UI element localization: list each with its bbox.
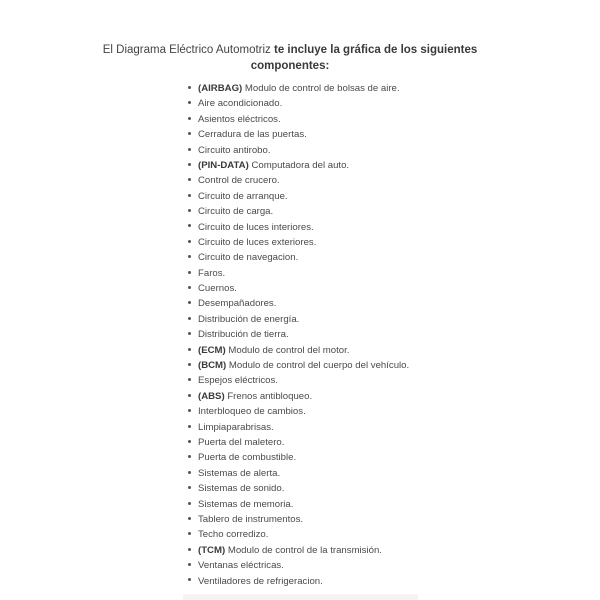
list-item (188, 266, 409, 281)
bullet-icon (188, 563, 191, 566)
list-item (188, 527, 409, 542)
intro-bold-text: te incluye la gráfica de los siguientes componentes: (250, 44, 478, 72)
bottom-divider (183, 594, 418, 600)
bullet-icon (188, 148, 191, 151)
component-label: Circuito de luces interiores. (198, 221, 314, 233)
component-label: Circuito de carga. (198, 206, 274, 218)
component-label: Circuito de luces exteriores. (198, 236, 317, 248)
component-label: Modulo de control del motor. (225, 344, 350, 356)
bullet-icon (188, 486, 191, 489)
component-label: Circuito antirobo. (198, 144, 271, 156)
component-label: Modulo de control del cuerpo del vehículo. (226, 360, 410, 372)
list-item (188, 373, 409, 388)
list-item (188, 543, 409, 558)
component-label: Ventiladores de refrigeracion. (198, 575, 323, 587)
list-item (188, 158, 409, 173)
component-label: Sistemas de alerta. (198, 467, 281, 479)
bullet-icon (188, 394, 191, 397)
bullet-icon (188, 425, 191, 428)
list-item (188, 204, 409, 219)
component-code: (ECM) (198, 344, 226, 356)
component-code: (PIN-DATA) (198, 159, 249, 171)
intro-plain-text: El Diagrama Eléctrico Automotriz (102, 44, 275, 56)
component-code: (BCM) (198, 360, 227, 372)
list-item (188, 481, 409, 496)
bullet-icon (188, 286, 191, 289)
component-label: Modulo de control de bolsas de aire. (242, 83, 400, 94)
bullet-icon (188, 194, 191, 197)
bullet-icon (188, 332, 191, 335)
bullet-icon (188, 578, 191, 581)
list-item (188, 343, 409, 358)
bullet-icon (188, 271, 191, 274)
bullet-icon (188, 378, 191, 381)
list-item (188, 296, 409, 311)
component-code: (TCM) (198, 544, 226, 556)
list-item (188, 143, 409, 158)
list-item (188, 574, 409, 589)
bullet-icon (188, 548, 191, 551)
component-label: Interbloqueo de cambios. (198, 406, 306, 418)
bullet-icon (188, 163, 191, 166)
intro-paragraph (100, 42, 480, 74)
bullet-icon (188, 240, 191, 243)
bullet-icon (188, 255, 191, 258)
component-code: (AIRBAG) (198, 83, 243, 94)
list-item (188, 81, 409, 96)
component-label: Sistemas de sonido. (198, 483, 285, 495)
list-item (188, 512, 409, 527)
list-item (188, 389, 409, 404)
list-item (188, 112, 409, 127)
list-item (188, 450, 409, 465)
bullet-icon (188, 301, 191, 304)
component-label: Espejos eléctricos. (198, 375, 278, 387)
component-label: Limpiaparabrisas. (198, 421, 274, 433)
list-item (188, 250, 409, 265)
list-item (188, 358, 409, 373)
list-item (188, 466, 409, 481)
list-item (188, 96, 409, 111)
bullet-icon (188, 117, 191, 120)
component-label: Faros. (198, 267, 226, 279)
component-label: Asientos eléctricos. (198, 113, 281, 125)
list-item (188, 497, 409, 512)
bullet-icon (188, 502, 191, 505)
bullet-icon (188, 440, 191, 443)
component-label: Ventanas eléctricas. (198, 560, 284, 572)
bullet-icon (188, 363, 191, 366)
component-label: Distribución de tierra. (198, 329, 289, 341)
list-item (188, 435, 409, 450)
bullet-icon (188, 132, 191, 135)
component-list (188, 81, 409, 589)
list-item (188, 558, 409, 573)
list-item (188, 235, 409, 250)
component-label: Computadora del auto. (248, 159, 350, 171)
bullet-icon (188, 455, 191, 458)
bullet-icon (188, 101, 191, 104)
component-label: Sistemas de memoria. (198, 498, 294, 510)
list-item (188, 281, 409, 296)
component-label: Distribución de energía. (198, 313, 300, 325)
component-label: Puerta de combustible. (198, 452, 297, 464)
list-item (188, 173, 409, 188)
bullet-icon (188, 348, 191, 351)
bullet-icon (188, 209, 191, 212)
component-label: Circuito de navegacion. (198, 252, 299, 264)
component-label: Control de crucero. (198, 175, 280, 187)
list-item (188, 127, 409, 142)
bullet-icon (188, 532, 191, 535)
component-label: Techo corredizo. (198, 529, 269, 541)
component-label: Desempañadores. (198, 298, 277, 310)
component-label: Aire acondicionado. (198, 98, 283, 110)
component-label: Puerta del maletero. (198, 436, 285, 448)
list-item (188, 327, 409, 342)
bullet-icon (188, 224, 191, 227)
component-code: (ABS) (198, 390, 225, 402)
bullet-icon (188, 317, 191, 320)
bullet-icon (188, 409, 191, 412)
list-item (188, 404, 409, 419)
component-label: Tablero de instrumentos. (198, 513, 304, 525)
bullet-icon (188, 471, 191, 474)
list-item (188, 420, 409, 435)
component-label: Frenos antibloqueo. (224, 390, 313, 402)
component-label: Modulo de control de la transmisión. (225, 544, 382, 556)
list-item (188, 220, 409, 235)
component-label: Cerradura de las puertas. (198, 129, 307, 141)
component-label: Cuernos. (198, 283, 237, 295)
list-item (188, 312, 409, 327)
list-item (188, 189, 409, 204)
component-label: Circuito de arranque. (198, 190, 288, 202)
bullet-icon (188, 178, 191, 181)
bullet-icon (188, 517, 191, 520)
bullet-icon (188, 86, 191, 89)
